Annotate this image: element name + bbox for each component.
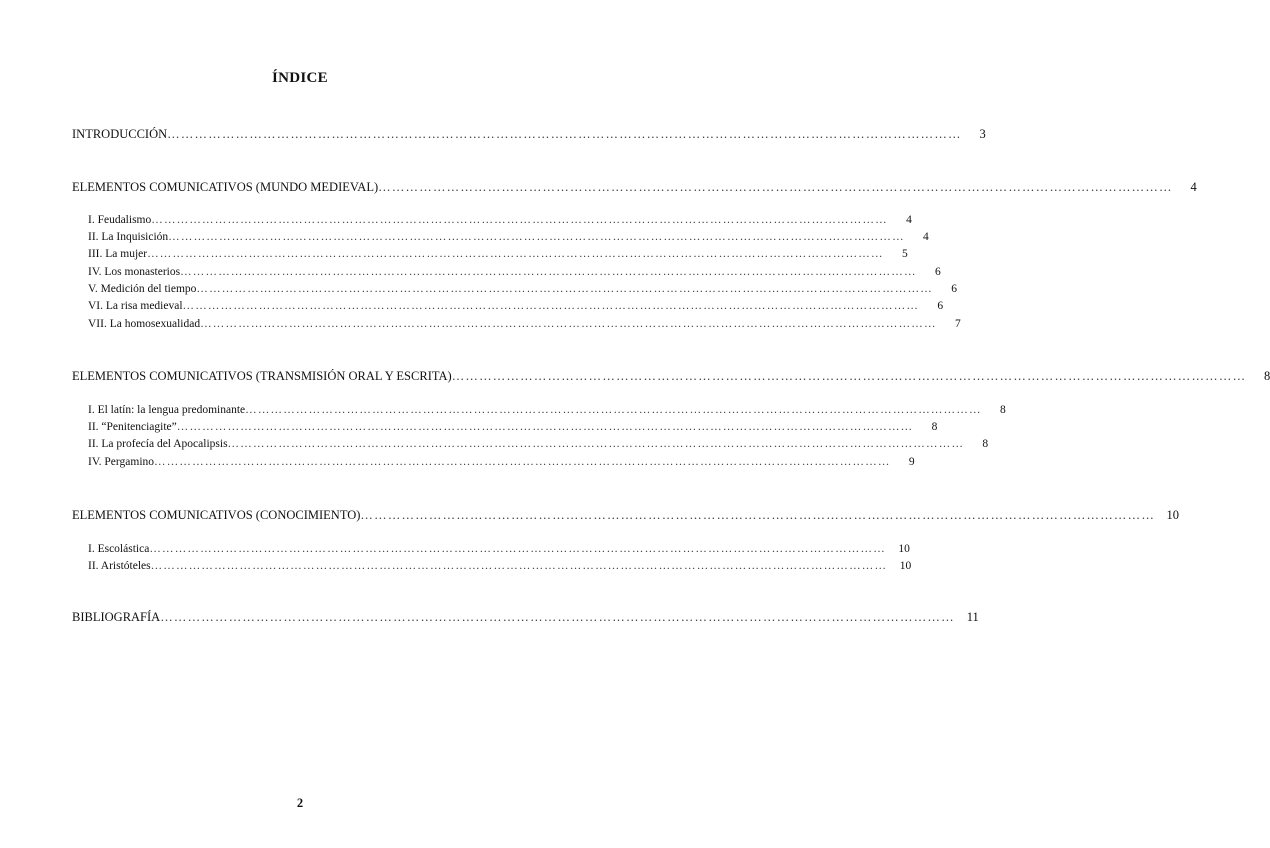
toc-entry-page: 9 <box>908 456 915 468</box>
toc-leader-dots: ………………………………………………………………………………………………………………………………………………………… <box>151 214 888 226</box>
toc-entry-page: 8 <box>982 438 989 450</box>
toc-entry-label: I. El latín: la lengua predominante <box>88 404 246 416</box>
toc-entry-page: 3 <box>979 127 986 141</box>
toc-entry-page: 4 <box>923 231 929 243</box>
toc-entry-page: 11 <box>966 610 979 624</box>
toc-leader-dots: ………………………………………………………………………………………………………………………………………………………… <box>167 127 962 141</box>
toc-entry-label: I. Feudalismo <box>88 214 152 226</box>
toc-entry-label: VII. La homosexualidad <box>88 318 201 330</box>
toc-entry-label: V. Medición del tiempo <box>88 283 197 295</box>
toc-entry-page: 8 <box>999 404 1006 416</box>
toc-entry-label: ELEMENTOS COMUNICATIVOS (CONOCIMIENTO) <box>72 508 361 522</box>
toc-leader-dots: ………………………………………………………………………………………………………………………………………………………… <box>180 266 917 278</box>
toc-entry-label: II. La Inquisición <box>88 231 169 243</box>
toc-leader-dots: ………………………………………………………………………………………………………………………………………………………… <box>160 610 955 624</box>
toc-entry-page: 8 <box>1264 369 1270 383</box>
toc-entry-label: VI. La risa medieval <box>88 300 183 312</box>
toc-leader-dots: ………………………………………………………………………………………………………………………………………………………… <box>150 560 888 572</box>
toc-entry-page: 8 <box>931 421 938 433</box>
toc-subentry-feudalismo[interactable] <box>88 212 912 228</box>
toc-subentry-inquisicion[interactable] <box>88 229 929 245</box>
toc-subentry-aristoteles[interactable] <box>88 558 912 574</box>
toc-leader-dots: ………………………………………………………………………………………………………………………………………………………… <box>182 300 920 312</box>
toc-entry-page: 4 <box>1190 180 1197 194</box>
toc-subentry-monasterios[interactable] <box>88 264 941 280</box>
toc-entry-label: ELEMENTOS COMUNICATIVOS (MUNDO MEDIEVAL) <box>72 180 379 194</box>
toc-entry-label: II. “Penitenciagite” <box>88 421 177 433</box>
toc-leader-dots: ………………………………………………………………………………………………………………………………………………………… <box>147 248 884 260</box>
toc-subentry-latin[interactable] <box>88 402 1006 418</box>
page-number: 2 <box>296 796 304 810</box>
toc-subentry-pergamino[interactable] <box>88 454 915 470</box>
toc-leader-dots: ………………………………………………………………………………………………………………………………………………………… <box>154 456 891 468</box>
toc-entry-page: 10 <box>898 543 910 555</box>
toc-leader-dots: ………………………………………………………………………………………………………………………………………………………… <box>378 180 1173 194</box>
toc-subentry-escolastica[interactable] <box>88 541 910 557</box>
toc-entry-page: 7 <box>954 318 961 330</box>
toc-leader-dots: ………………………………………………………………………………………………………………………………………………………… <box>168 231 905 243</box>
toc-leader-dots: ………………………………………………………………………………………………………………………………………………………… <box>176 421 914 433</box>
toc-leader-dots: ………………………………………………………………………………………………………………………………………………………… <box>196 283 933 295</box>
toc-subentry-risa[interactable] <box>88 298 944 314</box>
toc-entry-label: I. Escolástica <box>88 543 150 555</box>
toc-entry-label: ELEMENTOS COMUNICATIVOS (TRANSMISIÓN ORAL Y ESCRITA) <box>72 369 452 383</box>
toc-entry-transmision[interactable] <box>72 368 1270 384</box>
toc-entry-page: 4 <box>906 214 912 226</box>
toc-leader-dots: ………………………………………………………………………………………………………………………………………………………… <box>200 318 937 330</box>
toc-entry-page: 6 <box>934 266 941 278</box>
toc-subentry-tiempo[interactable] <box>88 281 957 297</box>
toc-entry-page: 10 <box>1166 508 1180 522</box>
toc-leader-dots: ………………………………………………………………………………………………………………………………………………………… <box>360 508 1156 522</box>
toc-entry-label: INTRODUCCIÓN <box>72 127 168 141</box>
toc-subentry-apocalipsis[interactable] <box>88 436 989 452</box>
toc-entry-label: IV. Los monasterios <box>88 266 181 278</box>
toc-subentry-penitenciagite[interactable] <box>88 419 938 435</box>
toc-entry-page: 5 <box>901 248 908 260</box>
toc-entry-page: 6 <box>937 300 944 312</box>
toc-leader-dots: ………………………………………………………………………………………………………………………………………………………… <box>245 404 982 416</box>
toc-entry-introduccion[interactable] <box>72 126 986 142</box>
toc-entry-label: II. La profecía del Apocalipsis <box>88 438 228 450</box>
page-title: ÍNDICE <box>272 70 328 86</box>
toc-entry-label: IV. Pergamino <box>88 456 155 468</box>
toc-leader-dots: ………………………………………………………………………………………………………………………………………………………… <box>149 543 886 555</box>
toc-leader-dots: ………………………………………………………………………………………………………………………………………………………… <box>227 438 965 450</box>
toc-entry-conocimiento[interactable] <box>72 507 1180 523</box>
toc-entry-label: II. Aristóteles <box>88 560 151 572</box>
toc-subentry-mujer[interactable] <box>88 246 908 262</box>
toc-entry-page: 10 <box>899 560 912 572</box>
toc-leader-dots: ………………………………………………………………………………………………………………………………………………………… <box>451 369 1247 383</box>
toc-entry-label: III. La mujer <box>88 248 148 260</box>
toc-entry-page: 6 <box>951 283 957 295</box>
toc-entry-label: BIBLIOGRAFÍA <box>72 610 161 624</box>
toc-entry-mundo-medieval[interactable] <box>72 179 1197 195</box>
toc-subentry-homosexualidad[interactable] <box>88 316 961 332</box>
toc-entry-bibliografia[interactable] <box>72 609 979 625</box>
